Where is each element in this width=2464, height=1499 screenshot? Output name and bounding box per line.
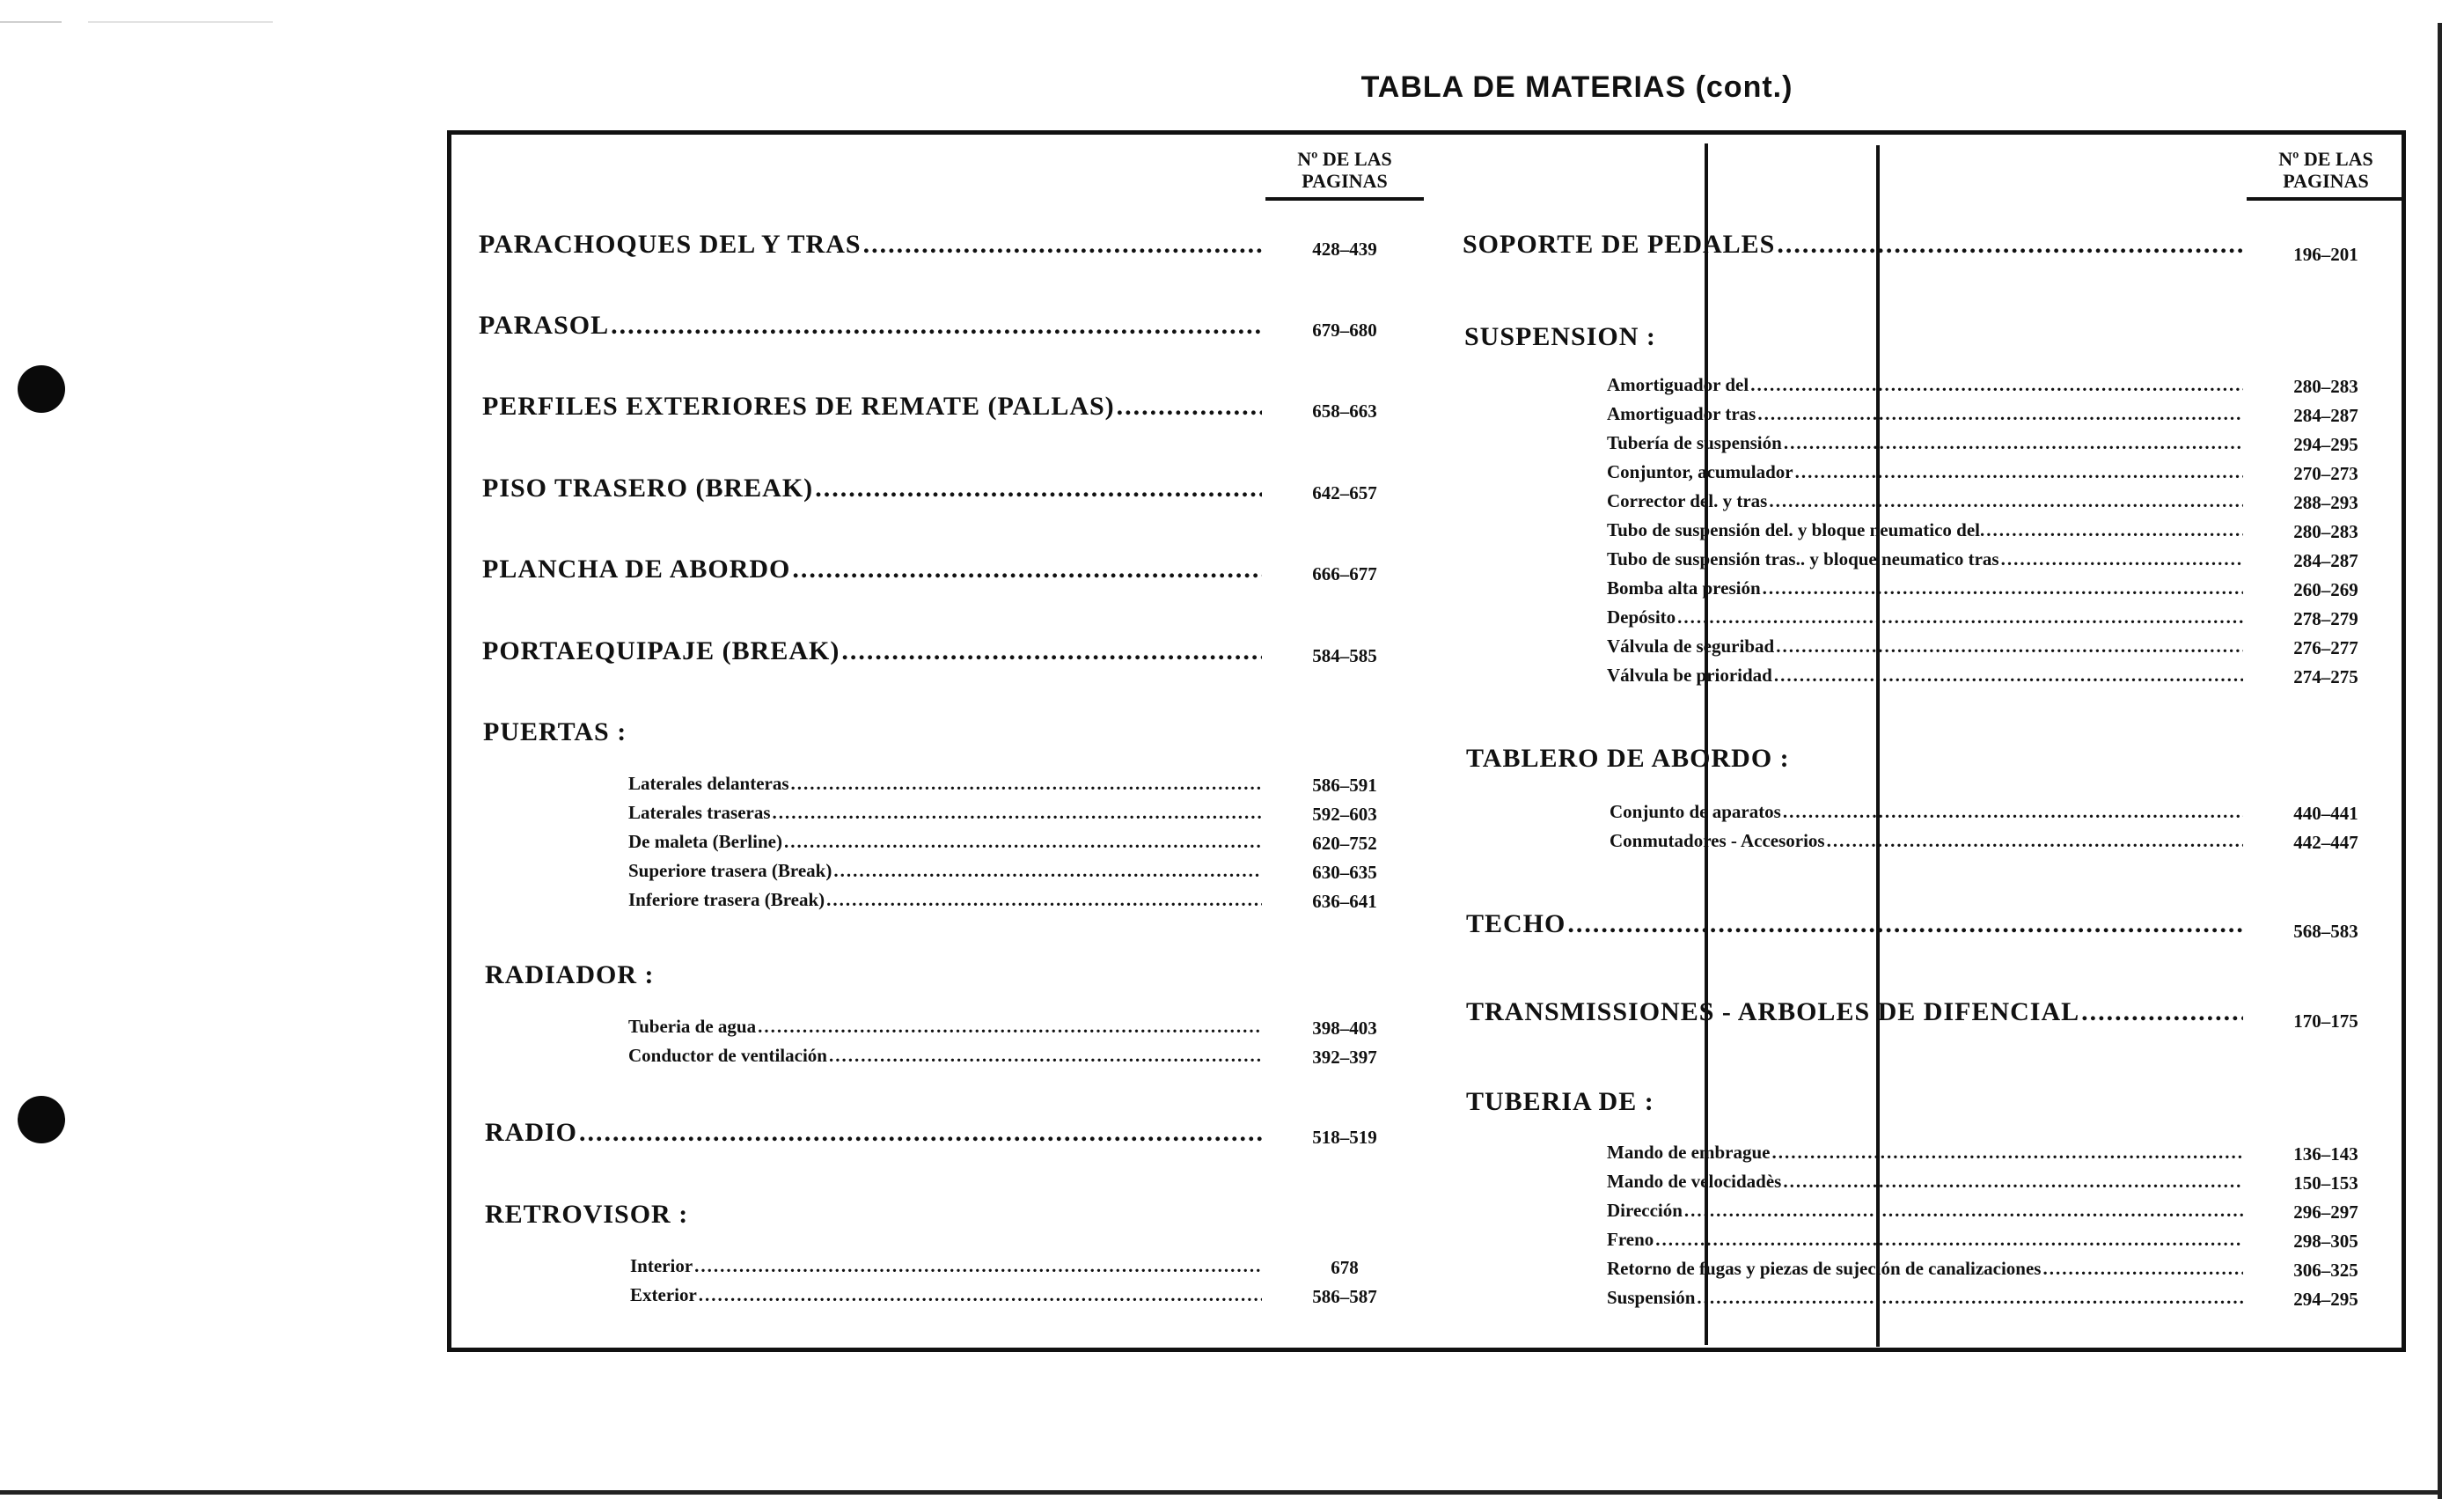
subentry-label: Mando de velocidadès <box>1607 1171 1782 1192</box>
subentry-label: Laterales traseras <box>628 802 771 823</box>
scan-mark <box>88 21 273 23</box>
section-heading-tuberia: TUBERIA DE : <box>1466 1087 1654 1116</box>
subentry-label: Amortiguador tras <box>1607 403 1756 424</box>
subentry-label: Superiore trasera (Break) <box>628 860 832 881</box>
subentry-pages: 678 <box>1331 1257 1359 1278</box>
page-edge-bottom <box>0 1490 2442 1495</box>
subentry-label: Depósito <box>1607 606 1676 628</box>
toc-subentry <box>1607 548 2243 570</box>
leader-dots <box>1769 490 2243 512</box>
leader-dots <box>699 1284 1262 1306</box>
subentry-pages: 586–591 <box>1312 775 1377 796</box>
toc-subentry <box>628 1016 1262 1038</box>
leader-dots <box>791 773 1262 795</box>
entry-pages: 642–657 <box>1312 482 1377 503</box>
leader-dots <box>1783 801 2243 823</box>
toc-subentry <box>1607 1229 2243 1251</box>
header-rule <box>1265 197 1424 201</box>
header-line-2: PAGINAS <box>2283 170 2369 192</box>
subentry-pages: 284–287 <box>2293 550 2358 571</box>
leader-dots <box>1795 461 2243 483</box>
leader-dots <box>2081 997 2243 1027</box>
header-rule <box>2247 197 2405 201</box>
entry-pages: 679–680 <box>1312 320 1377 341</box>
leader-dots <box>1567 909 2243 939</box>
leader-dots <box>841 636 1262 666</box>
table-of-contents <box>447 130 2406 1352</box>
toc-subentry <box>628 802 1262 824</box>
entry-pages: 584–585 <box>1312 645 1377 666</box>
subentry-pages: 288–293 <box>2293 492 2358 513</box>
toc-subentry <box>1610 830 2243 852</box>
entry-pages: 658–663 <box>1312 400 1377 422</box>
leader-dots <box>1827 830 2243 852</box>
subentry-label: Interior <box>630 1255 693 1276</box>
subentry-label: Conjuntor, acumulador <box>1607 461 1793 482</box>
subentry-pages: 294–295 <box>2293 434 2358 455</box>
subentry-pages: 636–641 <box>1312 891 1377 912</box>
entry-label: TECHO <box>1466 909 1566 938</box>
subentry-label: Tubo de suspensión del. y bloque neumatico del. <box>1607 519 1985 540</box>
entry-label: PLANCHA DE ABORDO <box>482 555 791 584</box>
toc-subentry <box>1607 1171 2243 1193</box>
toc-subentry <box>1607 1200 2243 1222</box>
subentry-pages: 150–153 <box>2293 1172 2358 1194</box>
toc-subentry <box>1610 801 2243 823</box>
pages-column-header <box>1265 148 1424 201</box>
toc-entry-plancha <box>482 555 1262 584</box>
toc-subentry <box>1607 374 2243 396</box>
subentry-label: Conmutadores - Accesorios <box>1610 830 1825 851</box>
subentry-label: Conductor de ventilación <box>628 1045 827 1066</box>
toc-entry-soporte <box>1463 230 2243 260</box>
center-divider <box>1876 145 1880 1347</box>
subentry-label: Inferiore trasera (Break) <box>628 889 825 910</box>
subentry-label: Laterales delanteras <box>628 773 789 794</box>
subentry-pages: 440–441 <box>2293 803 2358 824</box>
entry-label: PISO TRASERO (BREAK) <box>482 474 814 503</box>
section-heading-suspension: SUSPENSION : <box>1464 322 1656 351</box>
entry-pages: 196–201 <box>2293 244 2358 265</box>
toc-subentry <box>1607 461 2243 483</box>
subentry-label: Bomba alta presión <box>1607 577 1761 599</box>
leader-dots <box>1774 665 2243 687</box>
toc-subentry <box>1607 1142 2243 1164</box>
toc-subentry <box>1607 403 2243 425</box>
subentry-label: Tuberia de agua <box>628 1016 757 1037</box>
leader-dots <box>579 1118 1262 1148</box>
leader-dots <box>1757 403 2243 425</box>
toc-subentry <box>1607 1287 2243 1309</box>
subentry-pages: 296–297 <box>2293 1201 2358 1223</box>
subentry-pages: 306–325 <box>2293 1260 2358 1281</box>
leader-dots <box>1684 1200 2243 1222</box>
subentry-pages: 280–283 <box>2293 521 2358 542</box>
toc-subentry <box>1607 490 2243 512</box>
subentry-pages: 284–287 <box>2293 405 2358 426</box>
leader-dots <box>694 1255 1262 1277</box>
subentry-label: Exterior <box>630 1284 697 1305</box>
toc-subentry <box>628 889 1262 911</box>
entry-pages: 568–583 <box>2293 921 2358 942</box>
scan-mark <box>0 21 62 23</box>
leader-dots <box>826 889 1262 911</box>
subentry-pages: 278–279 <box>2293 608 2358 629</box>
section-heading-radiador: RADIADOR : <box>485 960 655 989</box>
entry-pages: 666–677 <box>1312 563 1377 584</box>
subentry-label: De maleta (Berline) <box>628 831 782 852</box>
pages-column-header <box>2247 148 2405 201</box>
subentry-label: Dirección <box>1607 1200 1683 1221</box>
entry-label: SOPORTE DE PEDALES <box>1463 230 1776 259</box>
toc-subentry <box>628 831 1262 853</box>
entry-label: TRANSMISSIONES - ARBOLES DE DIFENCIAL <box>1466 997 2080 1026</box>
section-heading-puertas: PUERTAS : <box>483 717 627 746</box>
punch-hole-icon <box>18 365 65 413</box>
toc-subentry <box>628 860 1262 882</box>
leader-dots <box>1677 606 2243 628</box>
leader-dots <box>1772 1142 2244 1164</box>
toc-subentry <box>1607 636 2243 658</box>
leader-dots <box>1750 374 2243 396</box>
leader-dots <box>1986 519 2243 541</box>
subentry-label: Amortiguador del <box>1607 374 1749 395</box>
leader-dots <box>2042 1258 2243 1280</box>
subentry-label: Mando de embrague <box>1607 1142 1771 1163</box>
leader-dots <box>1697 1287 2243 1309</box>
toc-entry-piso <box>482 474 1262 503</box>
subentry-label: Tubo de suspensión tras.. y bloque neumatico tras <box>1607 548 1999 569</box>
toc-subentry <box>630 1284 1262 1306</box>
leader-dots <box>833 860 1262 882</box>
subentry-label: Válvula de seguribad <box>1607 636 1775 657</box>
subentry-pages: 392–397 <box>1312 1047 1377 1068</box>
toc-subentry <box>1607 519 2243 541</box>
subentry-pages: 586–587 <box>1312 1286 1377 1307</box>
leader-dots <box>2001 548 2243 570</box>
entry-label: PORTAEQUIPAJE (BREAK) <box>482 636 840 665</box>
entry-pages: 518–519 <box>1312 1127 1377 1148</box>
toc-subentry <box>1607 606 2243 628</box>
header-line-1: Nº DE LAS <box>2278 148 2373 170</box>
subentry-pages: 270–273 <box>2293 463 2358 484</box>
subentry-pages: 294–295 <box>2293 1289 2358 1310</box>
subentry-label: Válvula be prioridad <box>1607 665 1772 686</box>
subentry-label: Tubería de suspensión <box>1607 432 1782 453</box>
leader-dots <box>829 1045 1262 1067</box>
leader-dots <box>1783 1171 2243 1193</box>
leader-dots <box>1784 432 2243 454</box>
entry-label: PARACHOQUES DEL Y TRAS <box>479 230 862 259</box>
toc-subentry <box>1607 1258 2243 1280</box>
toc-subentry <box>628 773 1262 795</box>
section-heading-tablero: TABLERO DE ABORDO : <box>1466 744 1790 773</box>
toc-entry-transmissiones <box>1466 997 2243 1027</box>
page-title: TABLA DE MATERIAS (cont.) <box>1360 70 1793 104</box>
punch-hole-icon <box>18 1096 65 1143</box>
subentry-pages: 276–277 <box>2293 637 2358 658</box>
leader-dots <box>1777 230 2243 260</box>
leader-dots <box>1763 577 2243 599</box>
section-heading-retrovisor: RETROVISOR : <box>485 1200 689 1229</box>
entry-pages: 170–175 <box>2293 1010 2358 1032</box>
leader-dots <box>863 230 1262 260</box>
toc-entry-parachoques <box>479 230 1262 260</box>
toc-subentry <box>1607 665 2243 687</box>
toc-entry-parasol <box>479 311 1262 341</box>
page-edge-right <box>2438 23 2442 1499</box>
subentry-pages: 280–283 <box>2293 376 2358 397</box>
subentry-pages: 298–305 <box>2293 1231 2358 1252</box>
subentry-pages: 136–143 <box>2293 1143 2358 1165</box>
leader-dots <box>1776 636 2243 658</box>
subentry-label: Retorno de fugas y piezas de sujeción de canalizaciones <box>1607 1258 2042 1279</box>
toc-entry-perfiles <box>482 392 1262 422</box>
leader-dots <box>815 474 1262 503</box>
header-line-2: PAGINAS <box>1302 170 1388 192</box>
leader-dots <box>1655 1229 2243 1251</box>
leader-dots <box>792 555 1262 584</box>
subentry-pages: 260–269 <box>2293 579 2358 600</box>
subentry-label: Freno <box>1607 1229 1654 1250</box>
entry-label: PARASOL <box>479 311 610 340</box>
subentry-pages: 442–447 <box>2293 832 2358 853</box>
subentry-label: Conjunto de aparatos <box>1610 801 1781 822</box>
toc-subentry <box>1607 577 2243 599</box>
leader-dots <box>758 1016 1262 1038</box>
entry-label: RADIO <box>485 1118 578 1147</box>
subentry-pages: 398–403 <box>1312 1018 1377 1039</box>
subentry-pages: 274–275 <box>2293 666 2358 687</box>
leader-dots <box>784 831 1262 853</box>
subentry-label: Corrector del. y tras <box>1607 490 1768 511</box>
toc-entry-radio <box>485 1118 1262 1148</box>
leader-dots <box>773 802 1262 824</box>
toc-entry-portaequipaje <box>482 636 1262 666</box>
subentry-label: Suspensión <box>1607 1287 1696 1308</box>
subentry-pages: 592–603 <box>1312 804 1377 825</box>
toc-subentry <box>630 1255 1262 1277</box>
entry-label: PERFILES EXTERIORES DE REMATE (PALLAS) <box>482 392 1115 421</box>
leader-dots <box>611 311 1262 341</box>
toc-subentry <box>1607 432 2243 454</box>
header-line-1: Nº DE LAS <box>1297 148 1392 170</box>
toc-entry-techo <box>1466 909 2243 939</box>
leader-dots <box>1117 392 1262 422</box>
toc-subentry <box>628 1045 1262 1067</box>
subentry-pages: 630–635 <box>1312 862 1377 883</box>
subentry-pages: 620–752 <box>1312 833 1377 854</box>
entry-pages: 428–439 <box>1312 239 1377 260</box>
